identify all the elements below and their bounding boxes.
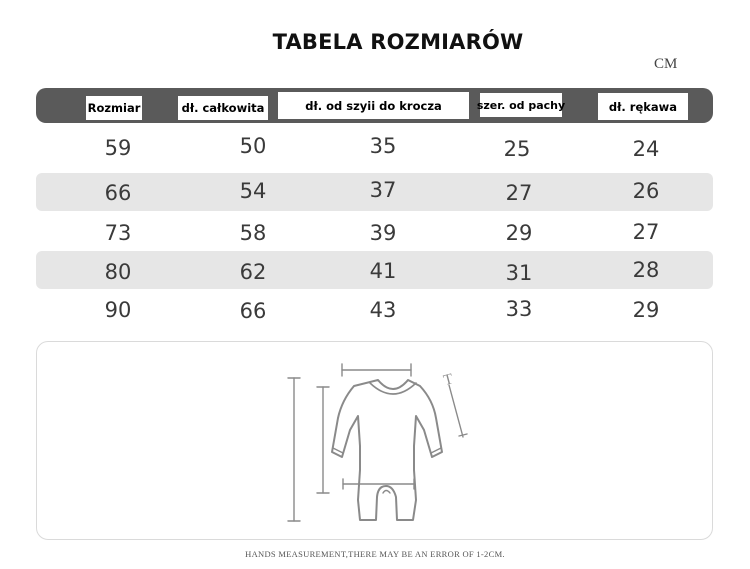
measure-letter: T (441, 371, 455, 389)
cell-neck-to-crotch: 43 (369, 298, 397, 322)
cell-armpit-width: 33 (505, 297, 533, 321)
unit-label: CM (654, 56, 678, 72)
header-neck-to-crotch: dł. od szyii do krocza (278, 92, 469, 119)
cell-neck-to-crotch: 41 (369, 259, 397, 283)
cell-size: 80 (104, 260, 132, 284)
header-armpit-width: szer. od pachy (480, 93, 562, 117)
cell-sleeve-length: 29 (632, 298, 660, 322)
cell-total-length: 50 (239, 134, 267, 158)
cell-total-length: 62 (239, 260, 267, 284)
cell-neck-to-crotch: 37 (369, 178, 397, 202)
cell-total-length: 58 (239, 221, 267, 245)
cell-size: 73 (104, 221, 132, 245)
cell-sleeve-length: 27 (632, 220, 660, 244)
cell-neck-to-crotch: 35 (369, 134, 397, 158)
cell-size: 59 (104, 136, 132, 160)
header-total-length: dł. całkowita (178, 96, 268, 120)
cell-neck-to-crotch: 39 (369, 221, 397, 245)
measurement-note: HANDS MEASUREMENT,THERE MAY BE AN ERROR OF 1-2CM. (245, 549, 505, 559)
cell-armpit-width: 25 (503, 137, 531, 161)
cell-sleeve-length: 28 (632, 258, 660, 282)
cell-sleeve-length: 26 (632, 179, 660, 203)
header-sleeve-length: dł. rękawa (598, 93, 688, 120)
cell-sleeve-length: 24 (632, 137, 660, 161)
cell-total-length: 54 (239, 179, 267, 203)
cell-armpit-width: 29 (505, 221, 533, 245)
cell-armpit-width: 31 (505, 261, 533, 285)
cell-size: 90 (104, 298, 132, 322)
cell-armpit-width: 27 (505, 181, 533, 205)
header-size: Rozmiar (86, 96, 142, 120)
cell-size: 66 (104, 181, 132, 205)
page-title: TABELA ROZMIARÓW (272, 30, 524, 54)
cell-total-length: 66 (239, 299, 267, 323)
